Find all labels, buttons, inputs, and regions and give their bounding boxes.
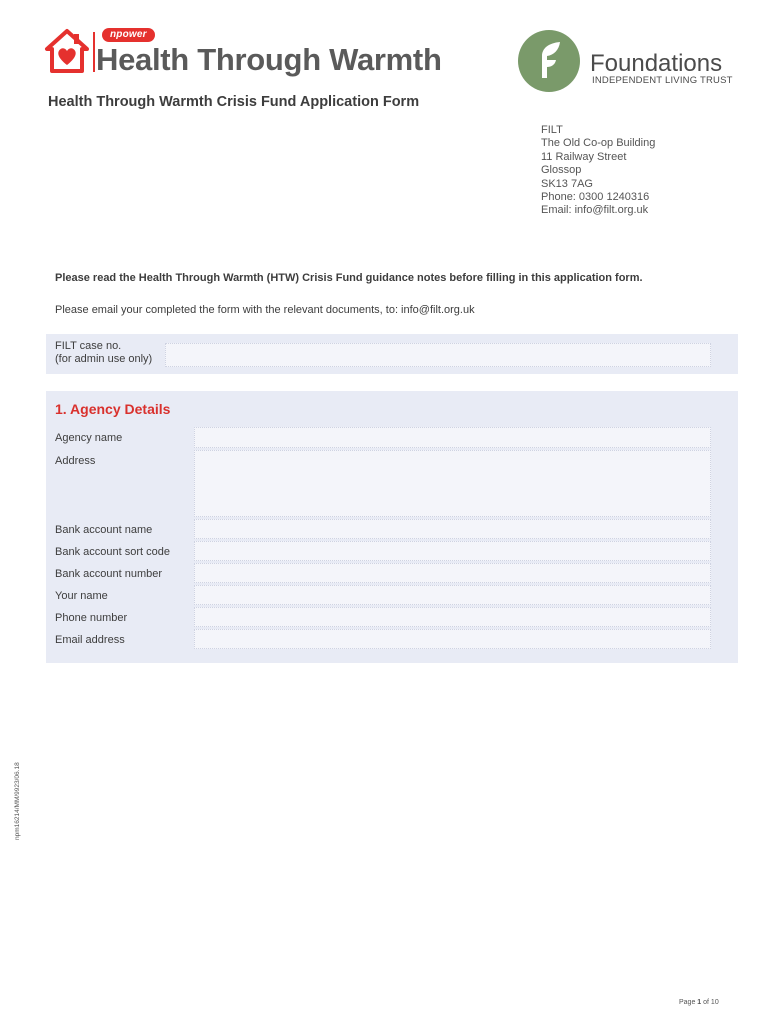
case-number-panel bbox=[46, 334, 738, 374]
your-name-label: Your name bbox=[55, 590, 108, 602]
address-line: Glossop bbox=[541, 164, 582, 177]
address-line: SK13 7AG bbox=[541, 177, 593, 190]
address-email: Email: info@filt.org.uk bbox=[541, 204, 649, 217]
form-title: Health Through Warmth Crisis Fund Application Form bbox=[48, 94, 420, 110]
case-label-line2: (for admin use only) bbox=[55, 353, 153, 365]
account-number-input[interactable] bbox=[194, 563, 711, 583]
bank-account-name-input[interactable] bbox=[194, 519, 711, 539]
filt-address bbox=[541, 124, 655, 218]
htw-wordmark: Health Through Warmth bbox=[96, 42, 442, 77]
section-heading: 1. Agency Details bbox=[55, 401, 171, 417]
sort-code-label: Bank account sort code bbox=[55, 546, 170, 558]
address-line: FILT bbox=[541, 124, 563, 136]
side-reference-code: npm16214/MM/9923/06.18 bbox=[14, 762, 21, 840]
house-heart-icon bbox=[44, 28, 90, 74]
address-input[interactable] bbox=[194, 450, 711, 517]
page-suffix: of 10 bbox=[701, 999, 719, 1006]
agency-details-section bbox=[46, 391, 738, 663]
foundations-name: Foundations bbox=[590, 50, 723, 77]
account-number-label: Bank account number bbox=[55, 568, 163, 580]
page-prefix: Page bbox=[679, 999, 698, 1006]
sort-code-input[interactable] bbox=[194, 541, 711, 561]
foundations-logo bbox=[518, 30, 738, 92]
bank-account-name-label: Bank account name bbox=[55, 524, 153, 536]
case-number-input[interactable] bbox=[165, 343, 711, 367]
case-number-label bbox=[55, 340, 152, 366]
email-notice: Please email your completed the form with the relevant documents, to: info@filt.org.uk bbox=[55, 304, 475, 316]
page-number bbox=[679, 999, 719, 1006]
address-label: Address bbox=[55, 455, 96, 467]
phone-number-label: Phone number bbox=[55, 612, 128, 624]
htw-logo bbox=[44, 28, 464, 78]
address-line: The Old Co-op Building bbox=[541, 137, 656, 150]
agency-name-label: Agency name bbox=[55, 432, 123, 444]
address-line: 11 Railway Street bbox=[541, 150, 627, 163]
address-phone: Phone: 0300 1240316 bbox=[541, 191, 650, 204]
leaf-f-icon bbox=[518, 30, 580, 92]
logo-divider bbox=[93, 32, 95, 72]
phone-number-input[interactable] bbox=[194, 607, 711, 627]
foundations-subtitle: INDEPENDENT LIVING TRUST bbox=[592, 75, 733, 86]
case-label-line1: FILT case no. bbox=[55, 340, 122, 352]
guidance-notice: Please read the Health Through Warmth (HTW) Crisis Fund guidance notes before filling in this application form. bbox=[55, 272, 643, 284]
npower-badge: npower bbox=[102, 28, 155, 42]
email-address-label: Email address bbox=[55, 634, 125, 646]
agency-name-input[interactable] bbox=[194, 427, 711, 448]
your-name-input[interactable] bbox=[194, 585, 711, 605]
email-address-input[interactable] bbox=[194, 629, 711, 649]
page-current: 1 bbox=[697, 999, 702, 1006]
